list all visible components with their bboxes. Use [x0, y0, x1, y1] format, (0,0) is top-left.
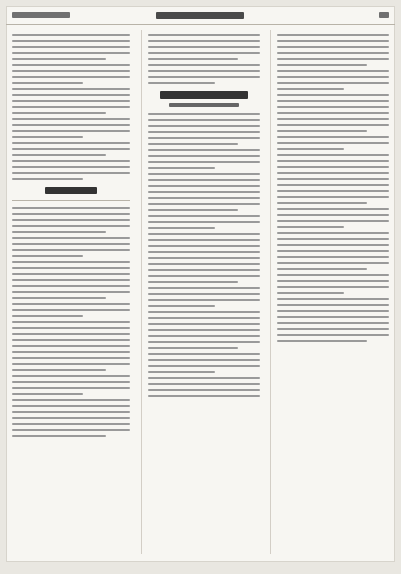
page-number [379, 12, 389, 18]
article-headline [148, 91, 260, 99]
date-line [12, 12, 70, 18]
column-left [12, 30, 130, 554]
masthead [6, 12, 395, 25]
section-sport-heading [12, 187, 130, 194]
newspaper-title [156, 12, 244, 19]
column-middle [141, 30, 260, 554]
column-right [270, 30, 389, 554]
article-subheadline [169, 103, 238, 107]
newspaper-page [6, 6, 395, 562]
